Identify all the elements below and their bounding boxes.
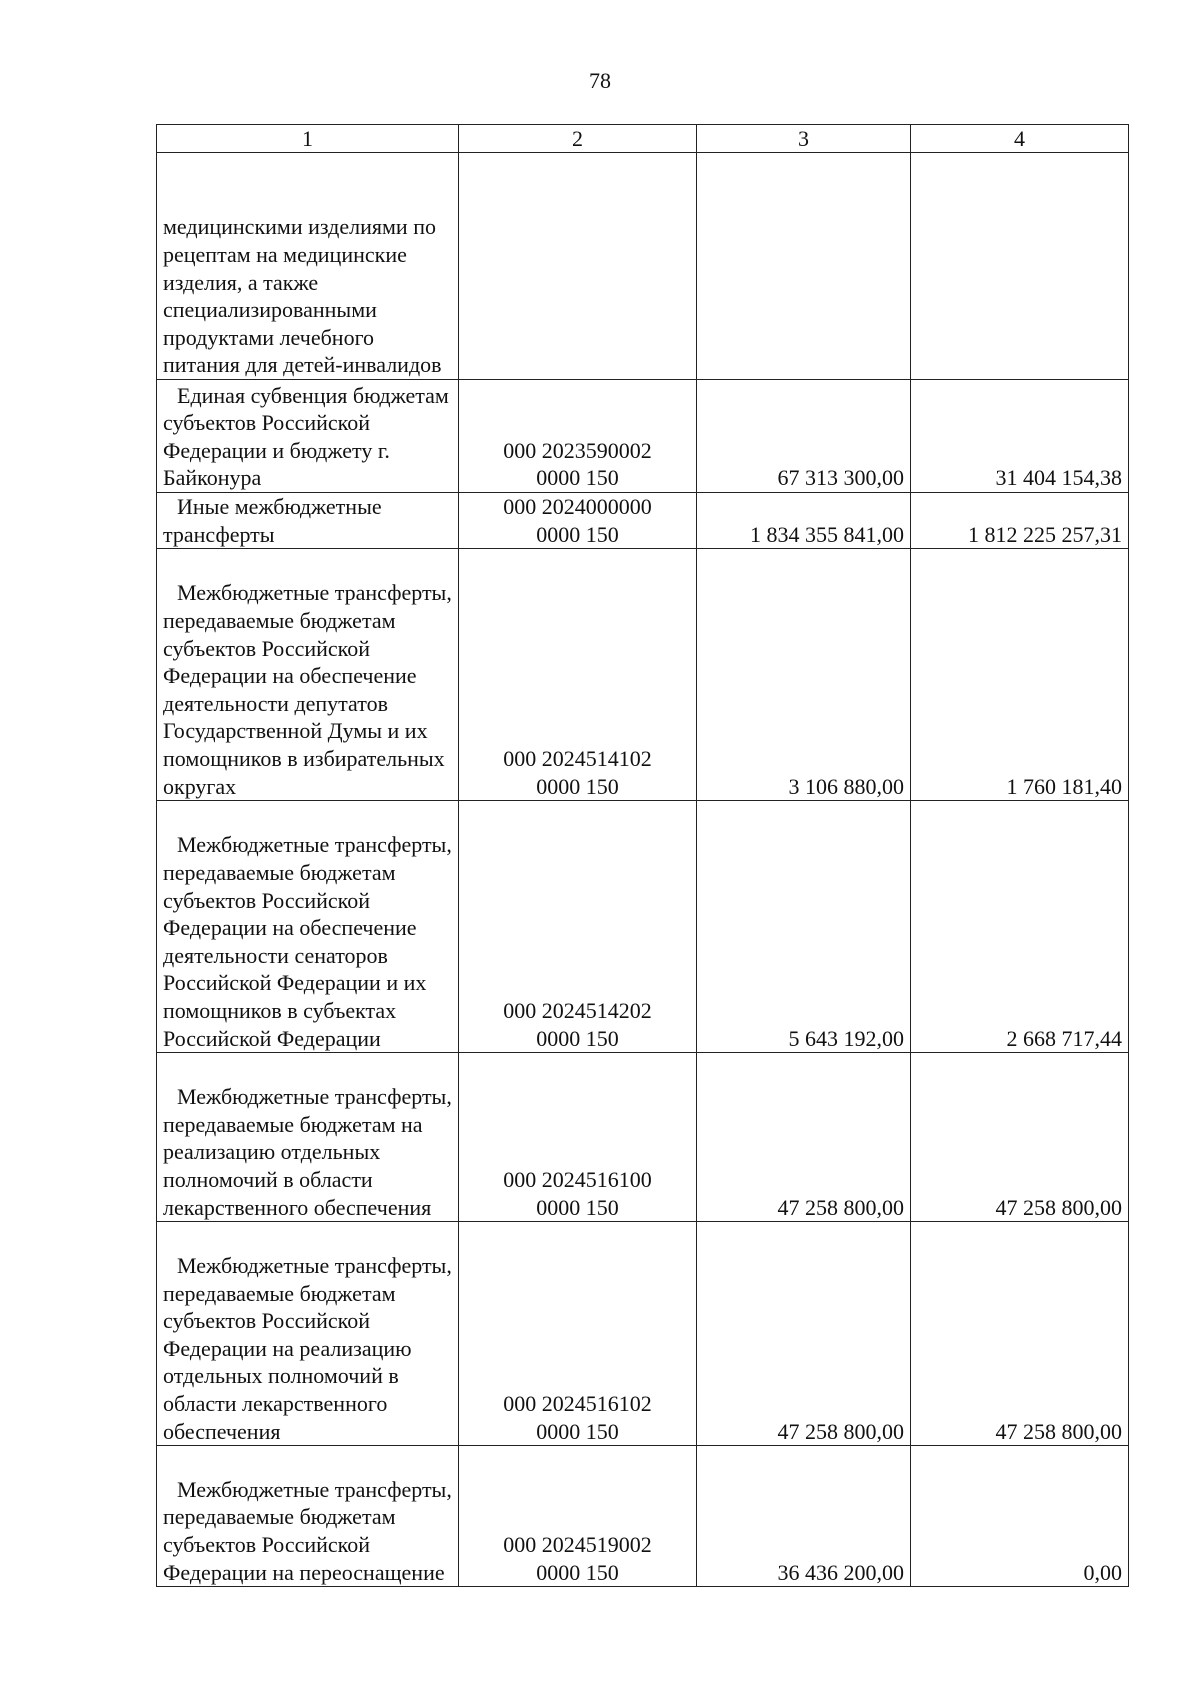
row-code-line2: 0000 150	[536, 465, 619, 491]
row-name-cell	[157, 1053, 459, 1222]
table-row	[157, 1446, 1129, 1587]
row-name: медицинскими изделиями по рецептам на медицинские изделия, а также специализированными продуктами лечебного питания для детей-инвалидов	[163, 214, 442, 378]
row-name: Единая субвенция бюджетам субъектов Российской Федерации и бюджету г. Байконура	[163, 382, 449, 491]
row-col4-value: 47 258 800,00	[911, 1053, 1129, 1222]
table-row	[157, 380, 1129, 493]
table-row	[157, 801, 1129, 1053]
row-name-cell	[157, 493, 459, 549]
row-col3-value: 5 643 192,00	[697, 801, 911, 1053]
header-col-3: 3	[697, 125, 911, 153]
row-col3-value: 1 834 355 841,00	[697, 493, 911, 549]
row-code-cell	[459, 380, 697, 493]
row-col4-value: 2 668 717,44	[911, 801, 1129, 1053]
row-code-line2: 0000 150	[536, 1025, 619, 1051]
row-col4-value: 1 812 225 257,31	[911, 493, 1129, 549]
row-col3-value: 3 106 880,00	[697, 549, 911, 801]
row-code-line2: 0000 150	[536, 521, 619, 547]
row-code-line2: 0000 150	[536, 1559, 619, 1585]
row-name: Межбюджетные трансферты, передаваемые бюджетам субъектов Российской Федерации на реализацию отдельных полномочий в области лекарственного обеспечения	[163, 1253, 452, 1444]
row-col3-value: 67 313 300,00	[697, 380, 911, 493]
row-code-cell	[459, 153, 697, 380]
row-name-cell	[157, 801, 459, 1053]
row-col3-value: 47 258 800,00	[697, 1053, 911, 1222]
table-row	[157, 153, 1129, 380]
row-code-line2: 0000 150	[536, 1418, 619, 1444]
row-code-cell	[459, 1446, 697, 1587]
row-col4-value: 1 760 181,40	[911, 549, 1129, 801]
row-col4-value: 0,00	[911, 1446, 1129, 1587]
row-code-line1: 000 2024516100	[503, 1167, 652, 1192]
row-name-cell	[157, 549, 459, 801]
row-col4-value: 31 404 154,38	[911, 380, 1129, 493]
row-code-line1: 000 2024514102	[503, 746, 652, 771]
header-col-1: 1	[157, 125, 459, 153]
row-name: Межбюджетные трансферты, передаваемые бюджетам субъектов Российской Федерации на обеспечение деятельности депутатов Государственной Думы и их помощников в избирательных округах	[163, 580, 452, 799]
row-code-cell	[459, 1222, 697, 1446]
table-row	[157, 549, 1129, 801]
row-col3-value: 47 258 800,00	[697, 1222, 911, 1446]
row-code-line1: 000 2024000000	[503, 494, 652, 519]
row-name-cell	[157, 1222, 459, 1446]
row-col3-value	[697, 153, 911, 380]
row-code-cell	[459, 801, 697, 1053]
row-name: Межбюджетные трансферты, передаваемые бюджетам субъектов Российской Федерации на переоснащение	[163, 1476, 452, 1585]
row-code-line1: 000 2024516102	[503, 1391, 652, 1416]
row-col4-value: 47 258 800,00	[911, 1222, 1129, 1446]
row-col3-value: 36 436 200,00	[697, 1446, 911, 1587]
row-code-line1: 000 2024514202	[503, 998, 652, 1023]
row-name: Иные межбюджетные трансферты	[163, 494, 382, 547]
row-name-cell	[157, 1446, 459, 1587]
header-col-4: 4	[911, 125, 1129, 153]
row-code-line2: 0000 150	[536, 773, 619, 799]
row-name-cell	[157, 153, 459, 380]
row-col4-value	[911, 153, 1129, 380]
table-row	[157, 1222, 1129, 1446]
row-code-cell	[459, 1053, 697, 1222]
budget-table	[156, 124, 1129, 1587]
table-row	[157, 493, 1129, 549]
row-code-cell	[459, 493, 697, 549]
row-name: Межбюджетные трансферты, передаваемые бюджетам на реализацию отдельных полномочий в области лекарственного обеспечения	[163, 1084, 452, 1220]
header-col-2: 2	[459, 125, 697, 153]
row-code-line1: 000 2023590002	[503, 437, 652, 463]
row-name: Межбюджетные трансферты, передаваемые бюджетам субъектов Российской Федерации на обеспечение деятельности сенаторов Российской Федерации и их помощников в субъектах Российской Федерации	[163, 832, 452, 1051]
table-row	[157, 1053, 1129, 1222]
page-number: 78	[589, 68, 611, 93]
row-code-line2: 0000 150	[536, 1194, 619, 1220]
row-code-cell	[459, 549, 697, 801]
row-code-line1: 000 2024519002	[503, 1532, 652, 1557]
row-name-cell	[157, 380, 459, 493]
header-row	[157, 125, 1129, 153]
